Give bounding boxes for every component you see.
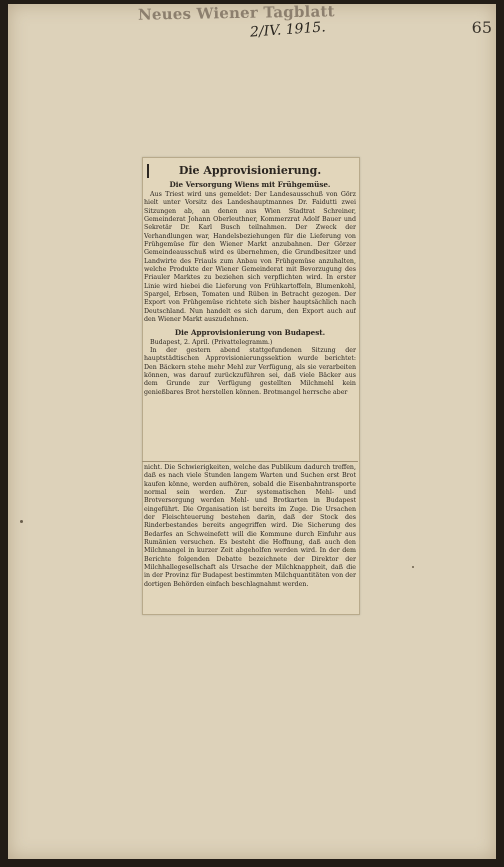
section2-text-part1: In der gestern abend stattgefundenen Sitzung der hauptstädtischen Approvisionierungssektion wurde berichtet: Den Bäckern stehe mehr Mehl zur Verfügung, als sie verarbeiten können, was darauf zurückzuführen sei, daß viele Bäcker aus dem Grunde zur Verfügung gestellten Milchmehl kein genießbares Brot herstellen können. Brotmangel herrsche aber <box>144 346 356 396</box>
newspaper-stamp: Neues Wiener Tagblatt <box>137 2 335 24</box>
page-number: 65 <box>471 18 492 37</box>
article-headline: Die Approvisionierung. <box>178 164 322 177</box>
section2-dateline: Budapest, 2. April. (Privattelegramm.) <box>150 338 273 346</box>
section1-text: Aus Triest wird uns gemeldet: Der Landesausschuß von Görz hielt unter Vorsitz des Landeshauptmannes Dr. Faidutti zwei Sitzungen ab, an denen aus Wien Stadtrat Schreiner, Gemeinderat Johann Oberleuthner, Kommerzrat Adolf Bauer und Sekretär Dr. Karl Busch teilnahmen. Der Zweck der Verhandlungen war, Handelsbeziehungen für die Lieferung von Frühgemüse für den Wiener Markt anzubahnen. Der Görzer Gemeindeausschuß wird es übernehmen, die Grundbesitzer und Landwirte des Friauls zum Anbau von Frühgemüse anzuhalten, welche Produkte der Wiener Gemeinderat mit Bevorzugung des Friauler Marktes zu beziehen sich verpflichten wird. In erster Linie wird hiebei die Lieferung von Frühkartoffeln, Blumenkohl, Spargel, Erbsen, Tomaten und Rüben in Betracht gezogen. Der Export von Frühgemüse richtete sich bisher hauptsächlich nach Deutschland. Nun handelt es sich darum, den Export auch auf den Wiener Markt auszudehnen. <box>144 191 356 324</box>
section2-subhead: Die Approvisionierung von Budapest. <box>174 327 326 337</box>
paper-speck <box>20 520 23 523</box>
clipping-cut-line <box>142 461 358 462</box>
clipping-lower-part <box>144 464 356 609</box>
handwritten-date: 2/IV. 1915. <box>249 19 327 41</box>
clipping-upper-part <box>144 160 356 460</box>
section1-subhead: Die Versorgung Wiens mit Frühgemüse. <box>169 180 331 189</box>
section2-text-part2: nicht. Die Schwierigkeiten, welche das Publikum dadurch treffen, daß es nach viele Stunden langem Warten und Suchen erst Brot kaufen könne, werden aufhören, sobald die Eisenbahntransporte normal sein werden. Zur systematischen Mehl- und Brotversorgung werden Mehl- und Brotkarten in Budapest eingeführt. Die Organisation ist bereits im Zuge. Die Ursachen der Fleischteuerung bestehen darin, daß der Stock des Rinderbestandes bereits angegriffen wird. Die Sicherung des Bedarfes an Schweinefett will die Kommune durch Einfuhr aus Rumänien versuchen. Es besteht die Hoffnung, daß auch den Milchmangel in kurzer Zeit abgeholfen werden wird. In der dem Berichte folgenden Debatte bezeichnete der Direktor der Milchhallegesellschaft als Ursache der Milchknappheit, daß die in der Provinz für Budapest bestimmten Milchquantitäten von der dortigen Behörden einfach beschlagnahmt werden. <box>144 464 356 588</box>
paper-speck <box>412 566 414 568</box>
